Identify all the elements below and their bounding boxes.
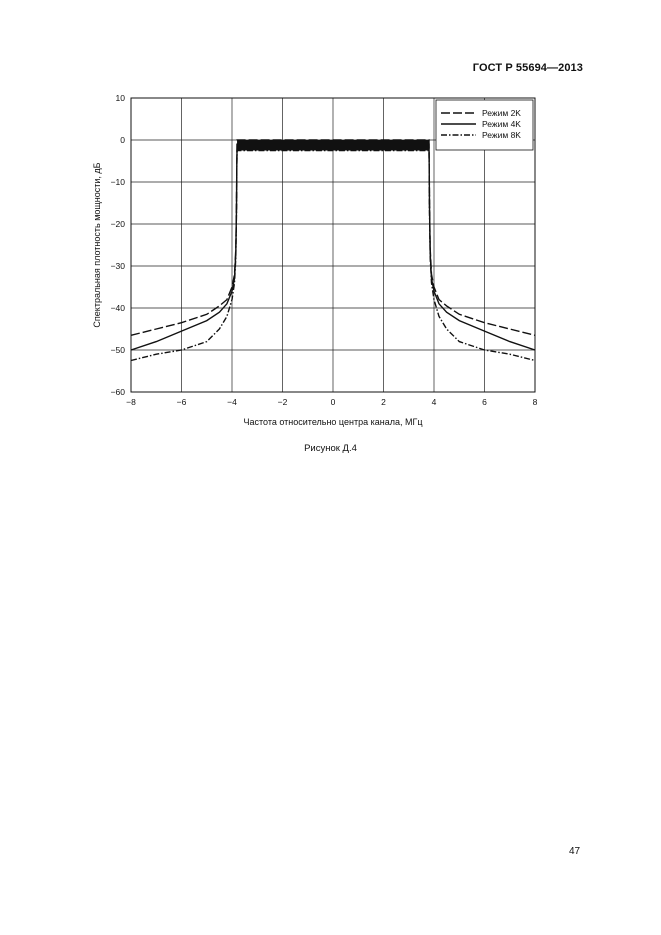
x-axis-label: Частота относительно центра канала, МГц [243, 417, 423, 427]
passband-bar [237, 140, 429, 151]
x-tick-label: −4 [227, 397, 237, 407]
document-id: ГОСТ Р 55694—2013 [472, 62, 583, 74]
passband-fill [237, 140, 429, 151]
y-axis-label: Спектральная плотность мощности, дБ [92, 162, 102, 328]
x-tick-label: 6 [482, 397, 487, 407]
legend-entry: Режим 2K [482, 108, 521, 118]
legend-entry: Режим 8K [482, 130, 521, 140]
x-tick-label: −2 [277, 397, 288, 407]
y-tick-label: 10 [115, 93, 125, 103]
y-tick-label: −30 [110, 261, 125, 271]
x-tick-label: −6 [176, 397, 187, 407]
y-tick-label: −40 [110, 303, 125, 313]
y-tick-label: 0 [120, 135, 125, 145]
y-tick-label: −50 [110, 345, 125, 355]
spectral-density-chart [0, 0, 661, 440]
page-number: 47 [569, 846, 581, 857]
figure-caption: Рисунок Д.4 [304, 443, 357, 454]
x-tick-label: 2 [381, 397, 386, 407]
x-tick-label: −8 [126, 397, 136, 407]
legend-entry: Режим 4K [482, 119, 521, 129]
y-tick-label: −20 [110, 219, 125, 229]
x-tick-label: 0 [330, 397, 336, 407]
x-tick-label: 8 [532, 397, 538, 407]
x-tick-label: 4 [431, 397, 437, 407]
legend [436, 100, 533, 150]
y-tick-label: −60 [110, 387, 125, 397]
y-tick-label: −10 [110, 177, 125, 187]
